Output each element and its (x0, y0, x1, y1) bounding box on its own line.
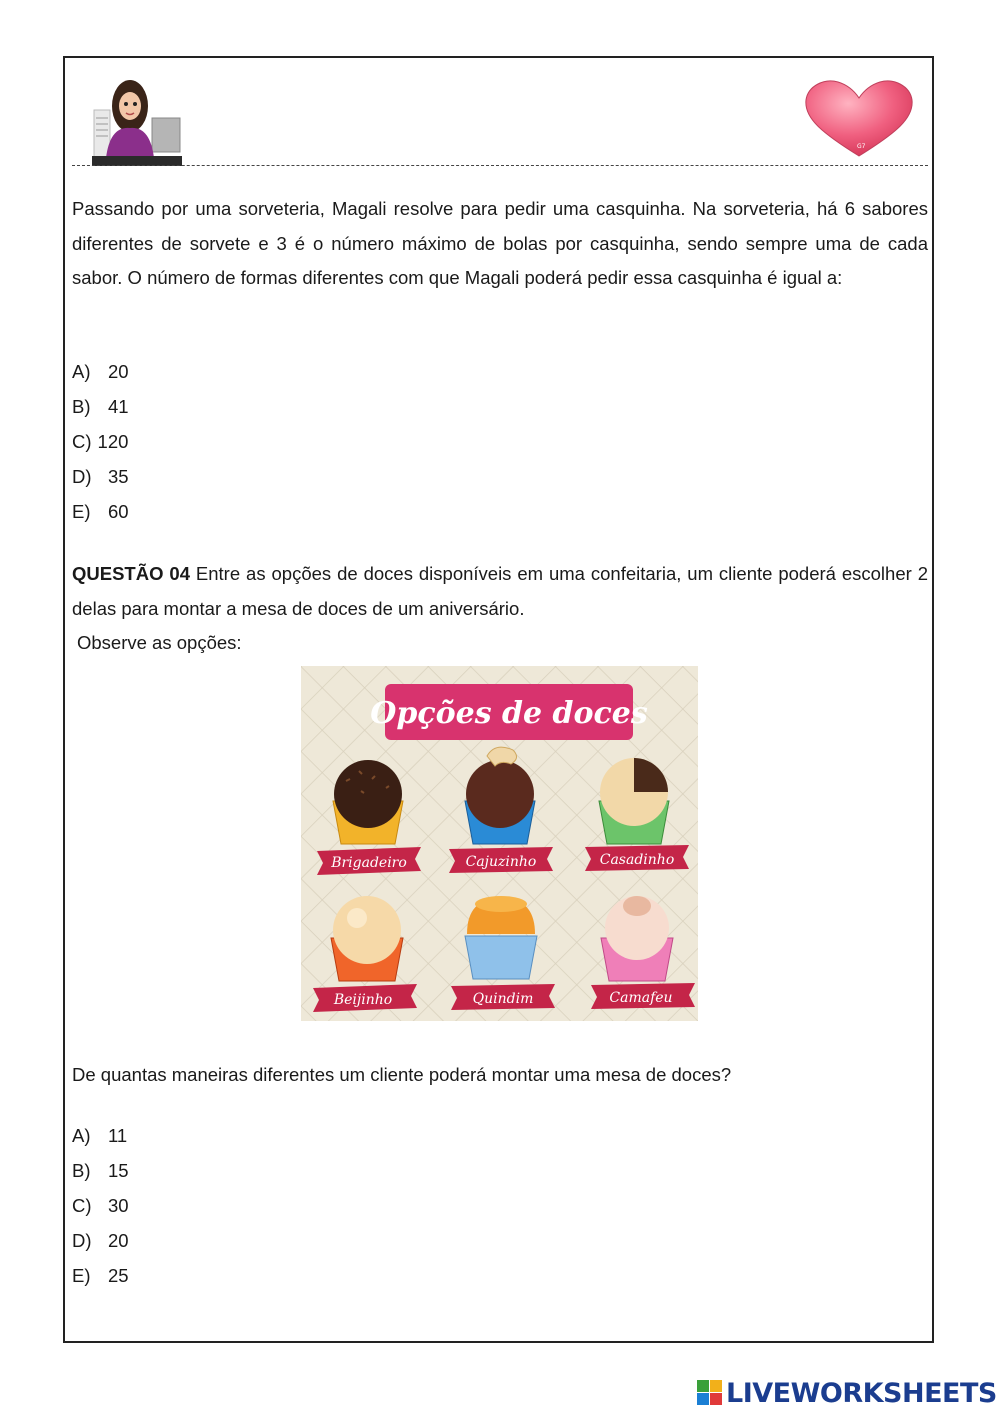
question-4-label: QUESTÃO 04 (72, 563, 190, 584)
q4-option-b[interactable]: B) 15 (72, 1160, 129, 1181)
q4-option-a[interactable]: A) 11 (72, 1125, 128, 1146)
svg-text:G7: G7 (857, 143, 866, 150)
brand-text: LIVEWORKSHEETS (726, 1377, 997, 1409)
observe-label: Observe as opções: (77, 632, 242, 653)
label-quindim: Quindim (472, 991, 534, 1007)
label-brigadeiro: Brigadeiro (331, 855, 407, 871)
label-cajuzinho: Cajuzinho (465, 854, 537, 870)
teacher-avatar-image (92, 66, 182, 166)
label-beijinho: Beijinho (333, 992, 393, 1008)
q4-option-e[interactable]: E) 25 (72, 1265, 129, 1286)
doces-title: Opções de doces (370, 696, 648, 731)
label-camafeu: Camafeu (609, 990, 673, 1006)
label-casadinho: Casadinho (599, 852, 675, 868)
question-4-prompt: De quantas maneiras diferentes um cliente poderá montar uma mesa de doces? (72, 1064, 732, 1085)
heart-icon (802, 78, 916, 158)
live-badge-icon (697, 1380, 723, 1406)
question-4-text: QUESTÃO 04 Entre as opções de doces disponíveis em uma confeitaria, um cliente poderá escolher 2 delas para montar a mesa de doces de um aniversário. (72, 563, 928, 619)
question-3-text: Passando por uma sorveteria, Magali resolve para pedir uma casquinha. Na sorveteria, há 6 sabores diferentes de sorvete e 3 é o número máximo de bolas por casquinha, sendo sempre uma de cada sabor. O número de formas diferentes com que Magali poderá pedir essa casquinha é igual a: (72, 198, 928, 288)
q3-option-d[interactable]: D) 35 (72, 466, 129, 487)
header-divider (72, 165, 928, 166)
liveworksheets-logo[interactable] (697, 1376, 997, 1410)
q3-option-a[interactable]: A) 20 (72, 361, 129, 382)
q3-option-e[interactable]: E) 60 (72, 501, 129, 522)
q4-option-d[interactable]: D) 20 (72, 1230, 129, 1251)
q3-option-c[interactable]: C) 120 (72, 431, 129, 452)
doces-options-image (301, 666, 698, 1021)
q3-option-b[interactable]: B) 41 (72, 396, 129, 417)
q4-option-c[interactable]: C) 30 (72, 1195, 129, 1216)
